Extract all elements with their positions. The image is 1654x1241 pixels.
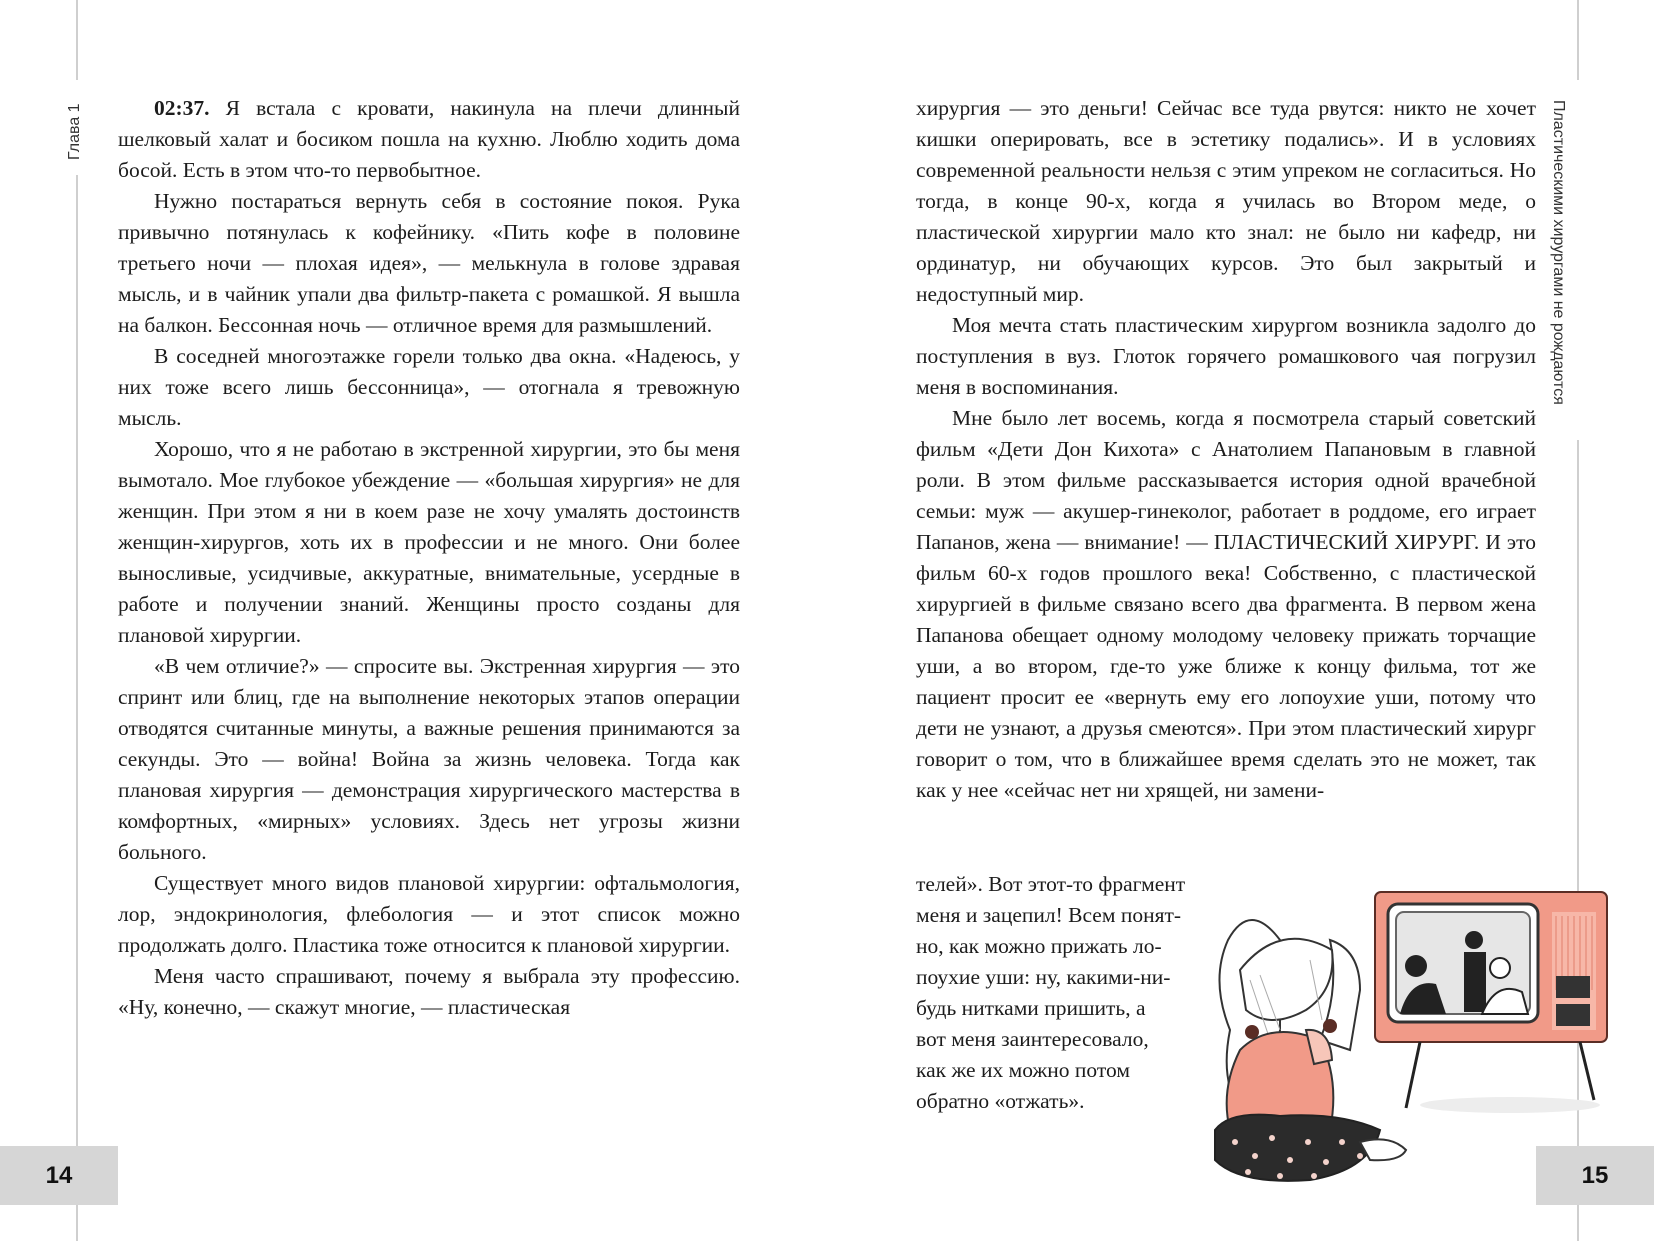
text-line: но, как можно прижать ло- (916, 934, 1162, 958)
page-number-right: 15 (1536, 1146, 1654, 1205)
text-line: как же их можно потом (916, 1058, 1130, 1082)
paragraph: Хорошо, что я не работаю в экстренной хирургии, это бы меня вымотало. Мое глубокое убеждение — «большая хирургия» не для женщин. При этом я ни в коем разе не хочу умалять достоинств женщин-хирургов, хоть их в профессии и не много. Они более выносливые, усидчивые, аккуратные, внимательные, усердные в работе и получении знаний. Женщины просто созданы для плановой хирургии. (118, 437, 740, 647)
paragraph: Мне было лет восемь, когда я посмотрела старый советский фильм «Дети Дон Кихота» с Анатолием Папановым в главной роли. В этом фильме рассказывается история одной врачебной семьи: муж — акушер-гинеколог, работает в роддоме, его играет Папанов, жена — внимание! — ПЛАСТИЧЕСКИЙ ХИРУРГ. И это фильм 60-х годов прошлого века! Собственно, с пластической хирургией в фильме связано всего два фрагмента. В первом жена Папанова обещает одному молодому человеку прижать торчащие уши, а во втором, где-то уже ближе к концу фильма, тот же пациент просит ее «вернуть ему его лопоухие уши, потому что дети не узнают, а друзья смеются». При этом пластический хирург говорит о том, что в ближайшее время сделать это не может, так как у нее «сейчас нет ни хрящей, ни замени- (916, 406, 1536, 802)
running-head-right: Пластическими хирургами не рождаются (1550, 100, 1567, 405)
paragraph: хирургия — это деньги! Сейчас все туда рвутся: никто не хочет кишки оперировать, все в эстетику подались». И в условиях современной реальности нельзя с этим упреком не согласиться. Но тогда, в конце 90-х, когда я училась во Втором меде, о пластической хирургии мало кто знал: не было ни кафедр, ни ординатур, ни обучающих курсов. Это был закрытый и недоступный мир. (916, 96, 1536, 306)
text-line: обратно «отжать». (916, 1089, 1085, 1113)
text-line: телей». Вот этот-то фрагмент (916, 872, 1186, 896)
margin-rule (76, 0, 78, 80)
text-line: вот меня заинтересовало, (916, 1027, 1149, 1051)
running-head-left: Глава 1 (66, 103, 83, 160)
margin-rule (76, 175, 78, 1241)
paragraph: 02:37. Я встала с кровати, накинула на плечи длинный шелковый халат и босиком пошла на кухню. Люблю ходить дома босой. Есть в этом что-то первобытное. (118, 96, 740, 182)
right-page-text (916, 93, 1536, 806)
margin-rule (1577, 0, 1579, 80)
text-line: поухие уши: ну, какими-ни- (916, 965, 1171, 989)
paragraph: В соседней многоэтажке горели только два окна. «Надеюсь, у них тоже всего лишь бессонница», — отогнала я тревожную мысль. (118, 344, 740, 430)
paragraph: Меня часто спрашивают, почему я выбрала эту профессию. «Ну, конечно, — скажут многие, — пластическая (118, 964, 740, 1019)
paragraph: «В чем отличие?» — спросите вы. Экстренная хирургия — это спринт или блиц, где на выполнение некоторых этапов операции отводятся считанные минуты, а важные решения принимаются за секунды. Это — война! Война за жизнь человека. Тогда как плановая хирургия — демонстрация хирургического мастерства в комфортных, «мирных» условиях. Здесь нет угрозы жизни больного. (118, 654, 740, 864)
tv-icon (1375, 892, 1607, 1113)
left-page-text (118, 93, 740, 1023)
wrapped-text-around-illustration (916, 869, 1206, 1117)
text-line: меня и зацепил! Всем понят- (916, 903, 1182, 927)
paragraph: Нужно постараться вернуть себя в состояние покоя. Рука привычно потянулась к кофейнику. «Пить кофе в половине третьего ночи — плохая идея», — мелькнула в голове здравая мысль, и в чайник упали два фильтр-пакета с ромашкой. Я вышла на балкон. Бессонная ночь — отличное время для размышлений. (118, 189, 740, 337)
text-line: будь нитками пришить, а (916, 996, 1146, 1020)
timestamp: 02:37. (154, 96, 210, 120)
page-number-left: 14 (0, 1146, 118, 1205)
paragraph: Моя мечта стать пластическим хирургом возникла задолго до поступления в вуз. Глоток горячего ромашкового чая погрузил меня в воспоминания. (916, 313, 1536, 399)
paragraph: Существует много видов плановой хирургии: офтальмология, лор, эндокринология, флебология — и этот список можно продолжать долго. Пластика тоже относится к плановой хирургии. (118, 871, 740, 957)
